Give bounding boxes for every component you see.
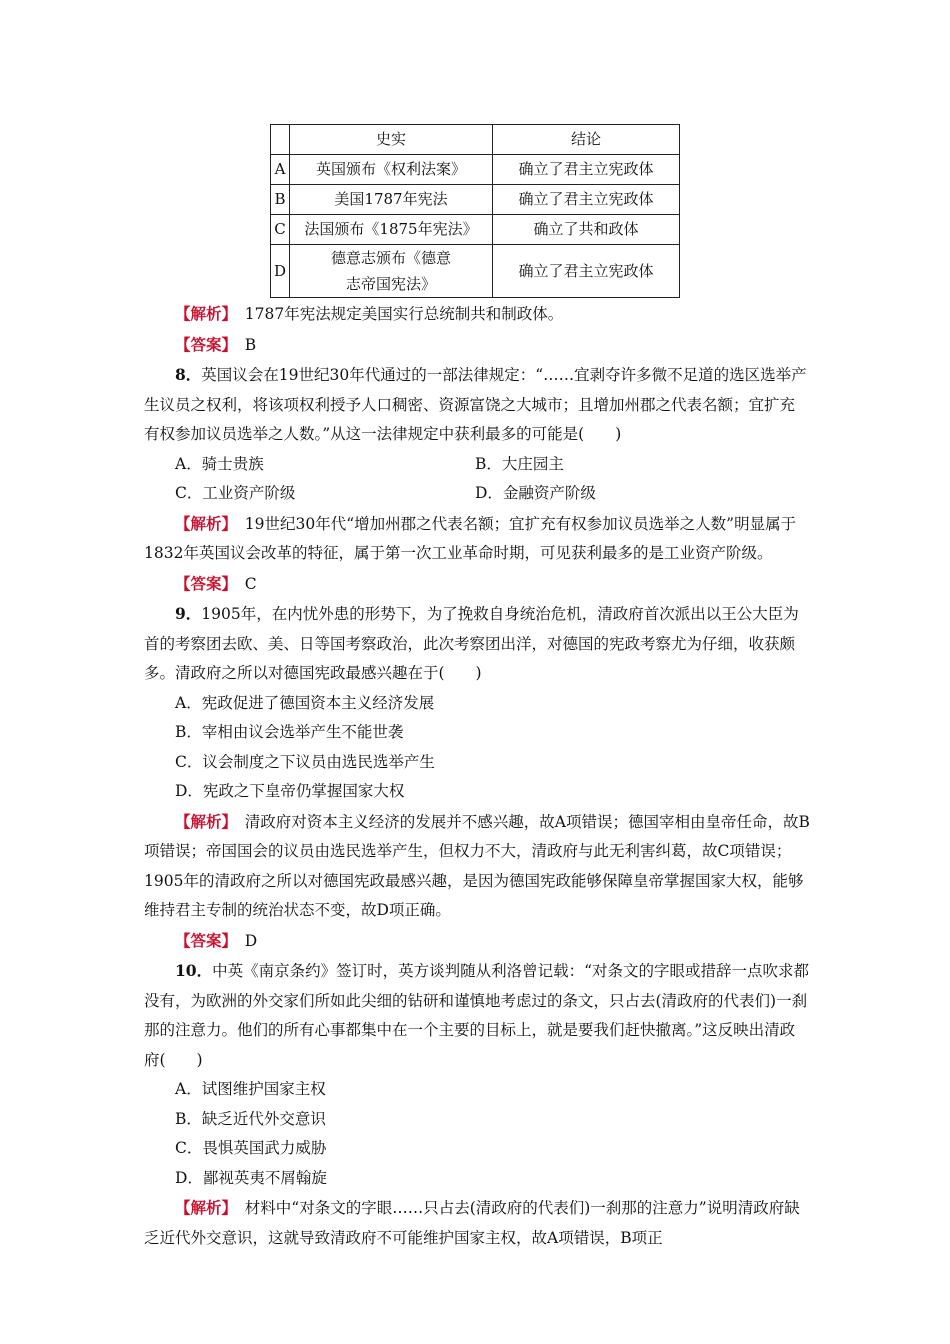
option: B．大庄园主 [475,454,564,473]
table-row [271,215,680,245]
row-fact: 美国1787年宪法 [290,185,493,215]
q9-stem [144,599,810,689]
answer-label: 【答案】 [175,573,230,593]
q9-answer [144,926,810,957]
analysis-label: 【解析】 [175,304,230,323]
option: D．宪政之下皇帝仍掌握国家大权 [175,782,405,800]
answer-text: B [244,335,257,354]
question-text: 1905年，在内忧外患的形势下，为了挽救自身统治危机，清政府首次派出以王公大臣为首的考察团去欧、美、日等国考察政治，此次考察团出洋，对德国的宪政考察尤为仔细，收获颇多。清政府之所以对德国宪政最感兴趣在于( ) [144,605,799,682]
row-conclusion: 确立了共和政体 [493,215,680,245]
row-fact-line: 德意志颁布《德意 [330,249,451,267]
q9-analysis [144,807,810,926]
q8-analysis [144,509,810,569]
question-number: 10． [175,961,213,980]
answer-label: 【答案】 [175,930,230,950]
table-header-cell: 史实 [290,125,493,155]
option: A．试图维护国家主权 [175,1080,326,1098]
analysis-text: 19世纪30年代“增加州郡之代表名额；宜扩充有权参加议员选举之人数”明显属于1832年英国议会改革的特征，属于第一次工业革命时期，可见获利最多的是工业资产阶级。 [144,514,797,562]
table-row [271,245,680,298]
analysis-text: 1787年宪法规定美国实行总统制共和制政体。 [244,305,564,323]
row-letter: D [271,245,290,298]
analysis-label: 【解析】 [175,513,230,533]
option: B．缺乏近代外交意识 [175,1109,326,1128]
row-letter: B [271,185,290,215]
analysis-label: 【解析】 [175,1198,230,1217]
answer-label: 【答案】 [175,334,230,354]
row-fact [290,245,493,298]
row-conclusion: 确立了君主立宪政体 [493,245,680,298]
answer-text: C [244,574,257,593]
q8-stem [144,360,810,450]
table-row [271,155,680,185]
option: A．骑士贵族 [175,454,264,473]
q10-analysis [144,1193,810,1253]
page-content [144,124,810,1253]
row-fact: 英国颁布《权利法案》 [290,155,493,185]
option: C．畏惧英国武力威胁 [175,1139,327,1157]
option: D．金融资产阶级 [475,484,596,502]
row-conclusion: 确立了君主立宪政体 [493,155,680,185]
row-conclusion: 确立了君主立宪政体 [493,185,680,215]
row-fact-line: 志帝国宪法》 [345,275,436,293]
option: A．宪政促进了德国资本主义经济发展 [175,693,435,712]
table-header-row [271,125,680,155]
row-letter: C [271,215,290,245]
q7-analysis [144,299,810,330]
analysis-text: 清政府对资本主义经济的发展并不感兴趣，故A项错误；德国宰相由皇帝任命，故B项错误；帝国国会的议员由选民选举产生，但权力不大，清政府与此无利害纠葛，故C项错误；1905年的清政府之所以对德国宪政最感兴趣，是因为德国宪政能够保障皇帝掌握国家大权，能够维持君主专制的统治状态不变，故D项正确。 [144,812,810,919]
question-text: 中英《南京条约》签订时，英方谈判随从利洛曾记载：“对条文的字眼或措辞一点吹求都没有，为欧洲的外交家们所如此尖细的钻研和谨慎地考虑过的条文，只占去(清政府的代表们)一刹那的注意力。他们的所有心事都集中在一个主要的目标上，就是要我们赶快撤离。”这反映出清政府( ) [144,962,810,1069]
analysis-label: 【解析】 [175,811,230,831]
question-number: 8． [175,365,202,384]
table-header-cell: 结论 [493,125,680,155]
row-letter: A [271,155,290,185]
row-fact: 法国颁布《1875年宪法》 [290,215,493,245]
table-header-cell [271,125,290,155]
table-row [271,185,680,215]
analysis-text: 材料中“对条文的字眼……只占去(清政府的代表们)一刹那的注意力”说明清政府缺乏近代外交意识，这就导致清政府不可能维护国家主权，故A项错误，B项正 [144,1199,800,1247]
answer-text: D [244,931,258,950]
question-number: 9． [175,604,202,623]
option: C．议会制度之下议员由选民选举产生 [175,752,435,771]
q10-stem [144,956,810,1075]
q8-options-row [144,479,810,509]
history-table [270,124,680,298]
q8-answer [144,569,810,600]
q8-options-row [144,450,810,480]
option: B．宰相由议会选举产生不能世袭 [175,723,404,741]
option: C．工业资产阶级 [175,484,296,502]
question-text: 英国议会在19世纪30年代通过的一部法律规定：“……宜剥夺许多微不足道的选区选举产生议员之权利，将该项权利授予人口稠密、资源富饶之大城市；且增加州郡之代表名额；宜扩充有权参加议员选举之人数。”从这一法律规定中获利最多的可能是( ) [144,366,807,443]
q7-answer [144,330,810,361]
option: D．鄙视英夷不屑翰旋 [175,1168,327,1187]
